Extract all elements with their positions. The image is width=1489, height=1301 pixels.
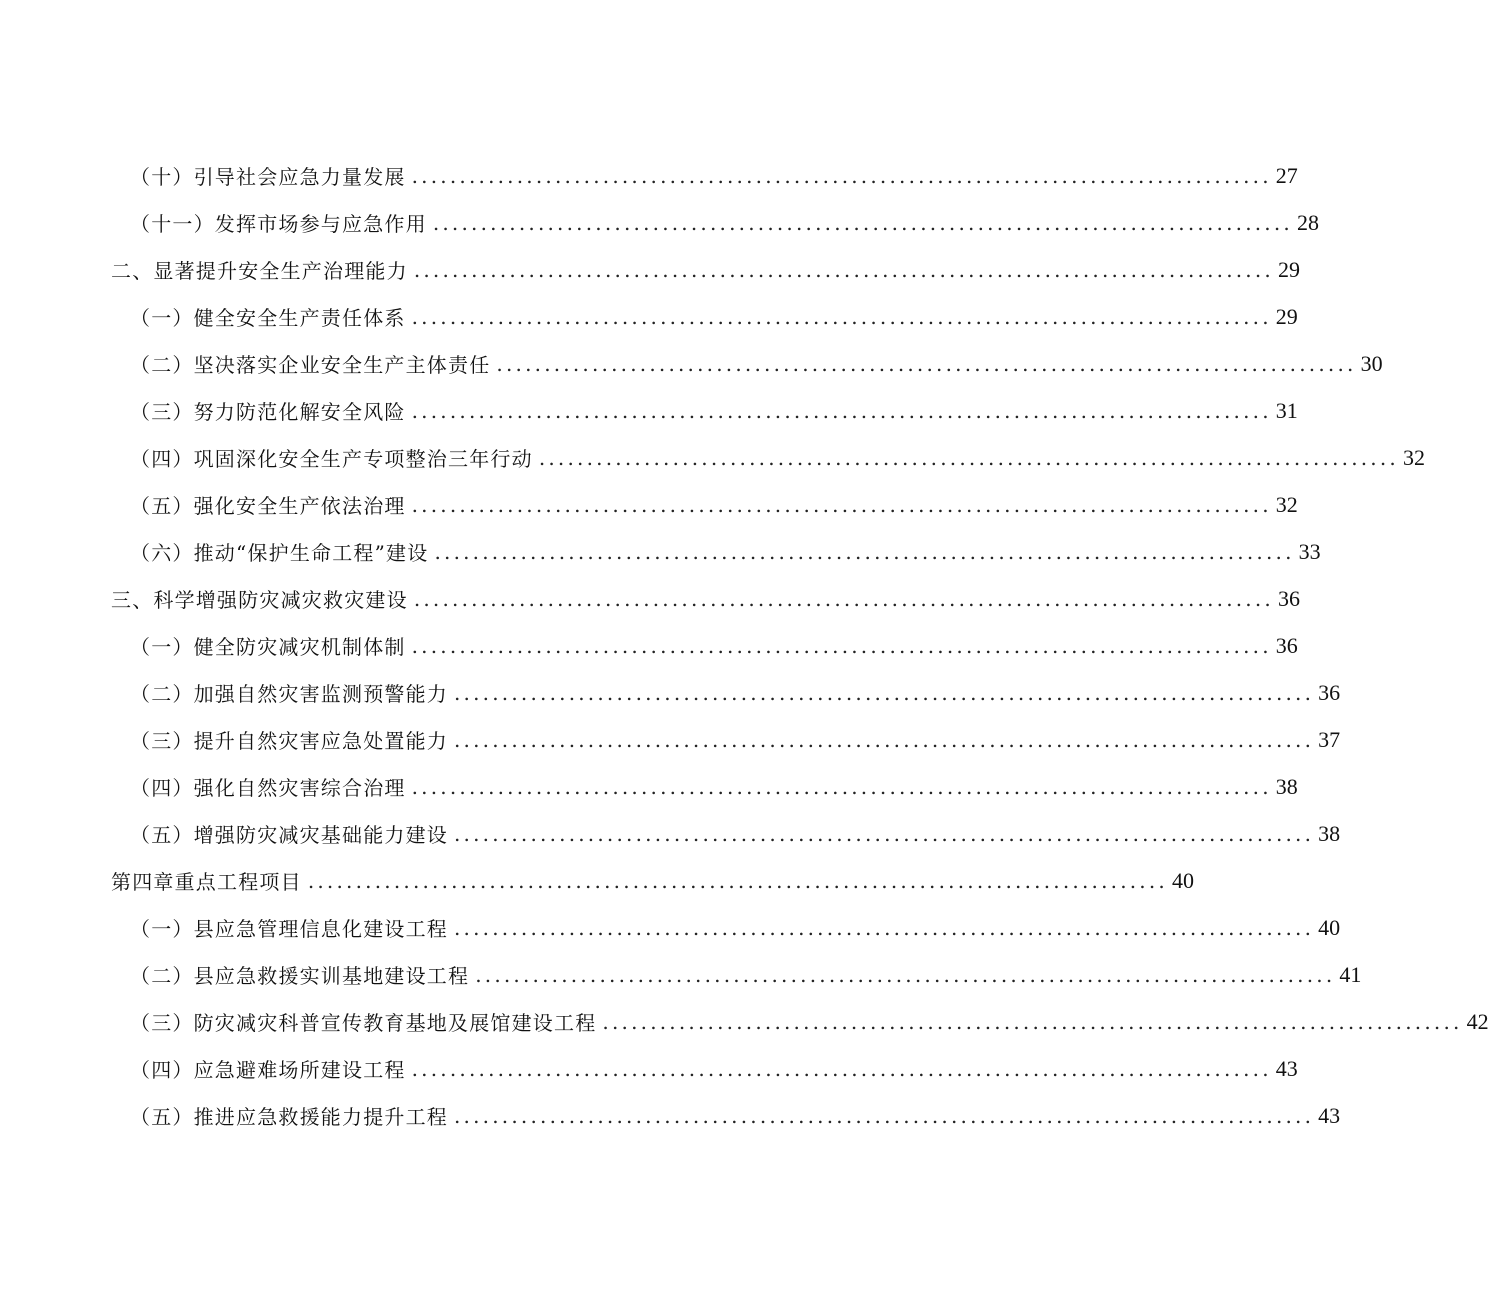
toc-entry[interactable] [0, 387, 1298, 434]
toc-entry-page: 30 [1360, 350, 1383, 376]
toc-entry[interactable] [0, 622, 1298, 669]
toc-entry[interactable] [0, 1045, 1298, 1092]
toc-entry-title: 二、显著提升安全生产治理能力 [111, 259, 408, 283]
toc-entry[interactable] [0, 998, 1489, 1045]
toc-entry-page: 29 [1275, 303, 1298, 329]
toc-entry-page: 32 [1402, 444, 1425, 470]
toc-entry-title: （五）增强防灾减灾基础能力建设 [130, 823, 448, 847]
dot-leader: .......................................................................................... [411, 633, 1272, 658]
toc-entry-title: （十一）发挥市场参与应急作用 [130, 212, 427, 236]
toc-entry-page: 32 [1275, 491, 1298, 517]
dot-leader: .......................................................................................... [434, 539, 1295, 564]
dot-leader: .......................................................................................... [411, 774, 1272, 799]
toc-entry[interactable] [0, 904, 1341, 951]
table-of-contents [0, 152, 1489, 1139]
toc-entry-title: （六）推动“保护生命工程”建设 [130, 541, 429, 565]
toc-entry-page: 38 [1275, 773, 1298, 799]
toc-entry-page: 38 [1318, 820, 1341, 846]
toc-entry-title: （一）县应急管理信息化建设工程 [130, 917, 448, 941]
dot-leader: .......................................................................................... [454, 821, 1315, 846]
toc-entry-page: 29 [1277, 256, 1300, 282]
toc-entry-title: （三）防灾减灾科普宣传教育基地及展馆建设工程 [130, 1011, 597, 1035]
toc-entry-page: 43 [1275, 1055, 1298, 1081]
toc-entry-title: （十）引导社会应急力量发展 [130, 165, 406, 189]
toc-entry[interactable] [0, 763, 1298, 810]
toc-entry-page: 27 [1275, 162, 1298, 188]
toc-entry[interactable] [0, 246, 1300, 293]
dot-leader: .......................................................................................... [454, 680, 1315, 705]
dot-leader: .......................................................................................... [411, 304, 1272, 329]
toc-entry-title: （二）坚决落实企业安全生产主体责任 [130, 353, 491, 377]
toc-entry[interactable] [0, 434, 1425, 481]
toc-entry[interactable] [0, 293, 1298, 340]
toc-entry[interactable] [0, 716, 1341, 763]
toc-entry[interactable] [0, 199, 1319, 246]
toc-entry-title: （二）加强自然灾害监测预警能力 [130, 682, 448, 706]
dot-leader: .......................................................................................... [475, 962, 1336, 987]
toc-entry-page: 40 [1171, 867, 1194, 893]
toc-entry[interactable] [0, 528, 1321, 575]
dot-leader: .......................................................................................... [413, 257, 1274, 282]
toc-entry[interactable] [0, 575, 1300, 622]
toc-entry[interactable] [0, 951, 1362, 998]
dot-leader: .......................................................................................... [411, 1056, 1272, 1081]
dot-leader: .......................................................................................... [496, 351, 1357, 376]
toc-entry[interactable] [0, 810, 1341, 857]
dot-leader: .......................................................................................... [411, 398, 1272, 423]
dot-leader: .......................................................................................... [602, 1009, 1463, 1034]
dot-leader: .......................................................................................... [454, 915, 1315, 940]
toc-entry-title: 第四章重点工程项目 [111, 870, 302, 894]
toc-entry-page: 42 [1466, 1008, 1489, 1034]
toc-entry[interactable] [0, 340, 1383, 387]
toc-entry-title: （五）推进应急救援能力提升工程 [130, 1105, 448, 1129]
dot-leader: .......................................................................................... [432, 210, 1293, 235]
dot-leader: .......................................................................................... [411, 163, 1272, 188]
dot-leader: .......................................................................................... [538, 445, 1399, 470]
toc-entry-page: 36 [1275, 632, 1298, 658]
toc-entry-title: （四）强化自然灾害综合治理 [130, 776, 406, 800]
toc-entry-page: 28 [1296, 209, 1319, 235]
toc-entry[interactable] [0, 857, 1194, 904]
toc-entry-title: （四）巩固深化安全生产专项整治三年行动 [130, 447, 533, 471]
dot-leader: .......................................................................................... [413, 586, 1274, 611]
toc-entry-page: 37 [1318, 726, 1341, 752]
toc-entry-page: 31 [1275, 397, 1298, 423]
dot-leader: .......................................................................................... [411, 492, 1272, 517]
toc-entry[interactable] [0, 481, 1298, 528]
toc-entry-page: 40 [1318, 914, 1341, 940]
dot-leader: .......................................................................................... [454, 1103, 1315, 1128]
dot-leader: .......................................................................................... [307, 868, 1168, 893]
toc-entry-title: 三、科学增强防灾减灾救灾建设 [111, 588, 408, 612]
toc-entry-page: 41 [1339, 961, 1362, 987]
toc-entry-title: （二）县应急救援实训基地建设工程 [130, 964, 470, 988]
toc-entry-title: （三）提升自然灾害应急处置能力 [130, 729, 448, 753]
dot-leader: .......................................................................................... [454, 727, 1315, 752]
toc-entry[interactable] [0, 152, 1298, 199]
toc-entry-title: （三）努力防范化解安全风险 [130, 400, 406, 424]
toc-entry[interactable] [0, 669, 1341, 716]
toc-entry-page: 36 [1277, 585, 1300, 611]
toc-entry-title: （四）应急避难场所建设工程 [130, 1058, 406, 1082]
toc-entry-title: （五）强化安全生产依法治理 [130, 494, 406, 518]
toc-entry-page: 33 [1298, 538, 1321, 564]
toc-entry-page: 36 [1318, 679, 1341, 705]
toc-entry-title: （一）健全防灾减灾机制体制 [130, 635, 406, 659]
toc-entry-page: 43 [1318, 1102, 1341, 1128]
toc-entry-title: （一）健全安全生产责任体系 [130, 306, 406, 330]
toc-entry[interactable] [0, 1092, 1341, 1139]
